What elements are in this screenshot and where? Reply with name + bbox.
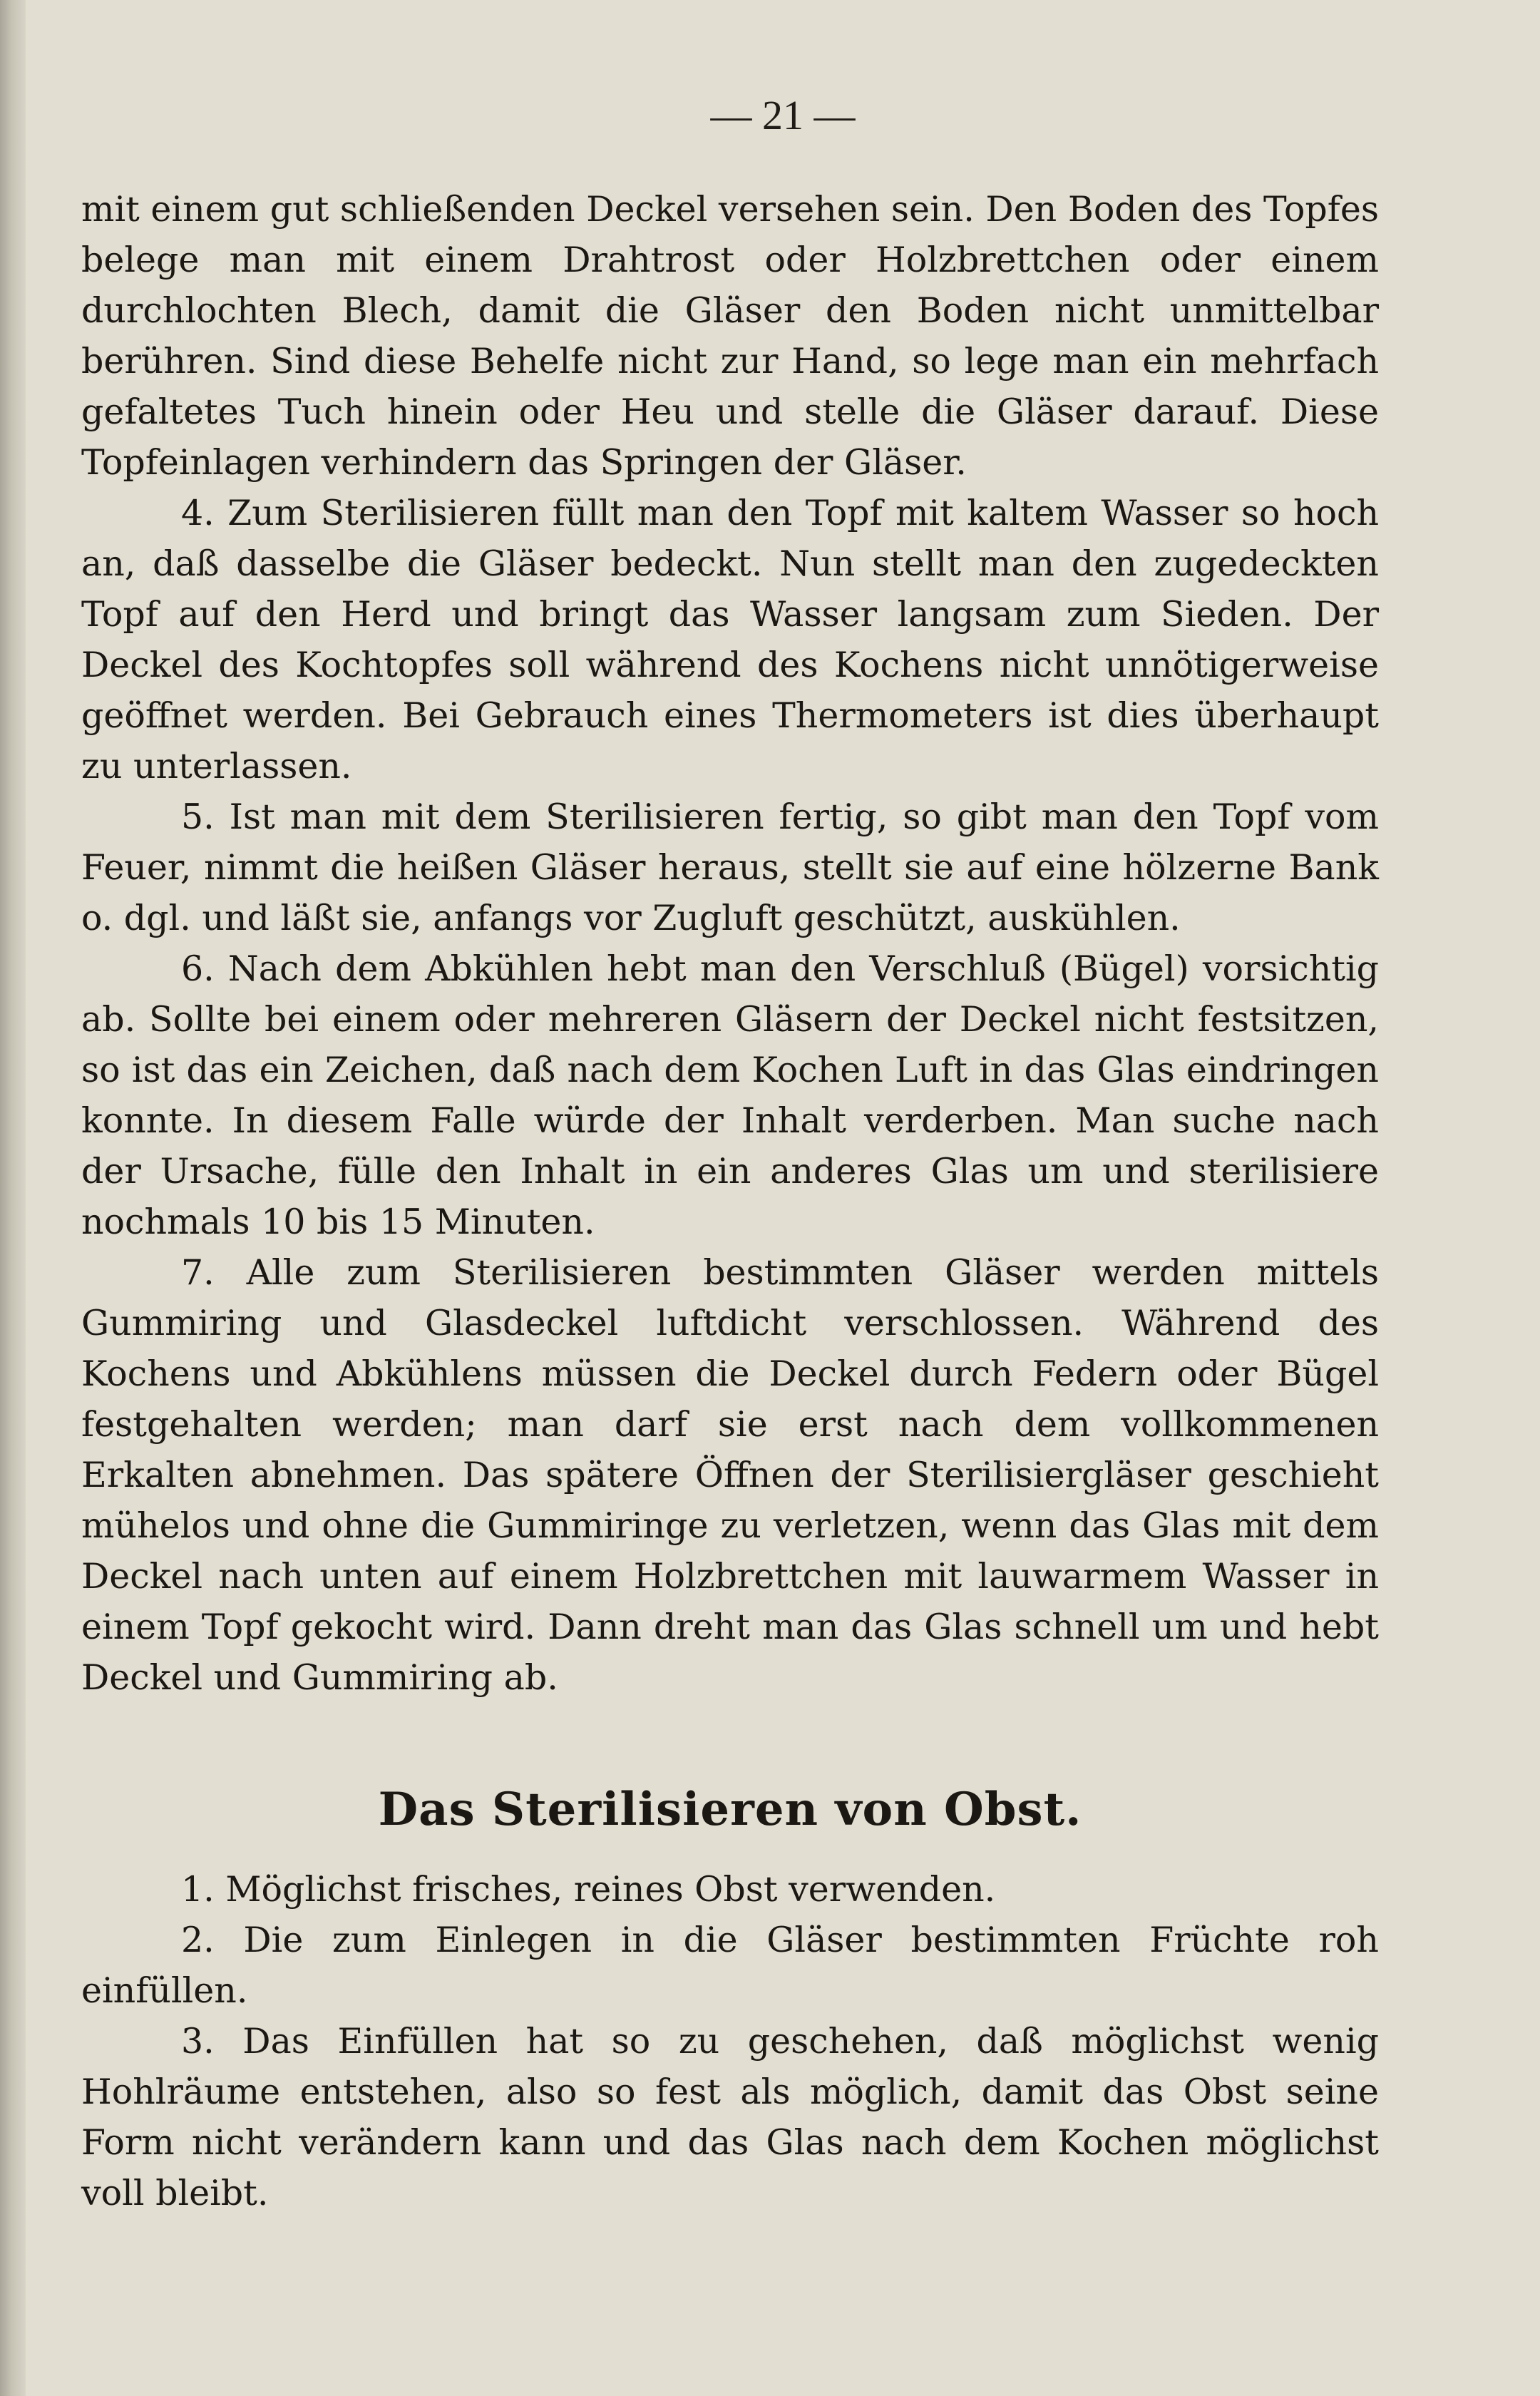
page-body xyxy=(81,184,1379,2218)
paragraph-fruit-item-2: 2. Die zum Einlegen in die Gläser bestimmten Früchte roh einfüllen. xyxy=(81,1920,1379,2011)
paragraph-item-6: 6. Nach dem Abkühlen hebt man den Verschluß (Bügel) vorsichtig ab. Sollte bei einem oder mehreren Gläsern der Deckel nicht festsitzen, so ist das ein Zeichen, daß nach dem Kochen Luft in das Glas eindringen konnte. In diesem Falle würde der Inhalt verderben. Man suche nach der Ursache, fülle den Inhalt in ein anderes Glas um und sterilisiere nochmals 10 bis 15 Minuten. xyxy=(81,948,1379,1242)
paragraph-continuation: mit einem gut schließenden Deckel versehen sein. Den Boden des Topfes belege man mit einem Drahtrost oder Holzbrettchen oder einem durchlochten Blech, damit die Gläser den Boden nicht unmittelbar berühren. Sind diese Behelfe nicht zur Hand, so lege man ein mehrfach gefaltetes Tuch hinein oder Heu und stelle die Gläser darauf. Diese Topfeinlagen verhindern das Springen der Gläser. xyxy=(81,189,1379,483)
book-page xyxy=(26,0,1540,2396)
page-number: — 21 — xyxy=(710,92,856,138)
paragraph-item-4: 4. Zum Sterilisieren füllt man den Topf mit kaltem Wasser so hoch an, daß dasselbe die Gläser bedeckt. Nun stellt man den zugedeckten Topf auf den Herd und bringt das Wasser langsam zum Sieden. Der Deckel des Kochtopfes soll während des Kochens nicht unnötigerweise geöffnet werden. Bei Gebrauch eines Thermometers ist dies überhaupt zu unterlassen. xyxy=(81,493,1379,787)
paragraph-item-5: 5. Ist man mit dem Sterilisieren fertig, so gibt man den Topf vom Feuer, nimmt die heißen Gläser heraus, stellt sie auf eine hölzerne Bank o. dgl. und läßt sie, anfangs vor Zugluft geschützt, auskühlen. xyxy=(81,797,1379,938)
section-heading: Das Sterilisieren von Obst. xyxy=(378,1783,1082,1836)
page-binding-edge xyxy=(0,0,26,2396)
paragraph-fruit-item-1: 1. Möglichst frisches, reines Obst verwenden. xyxy=(181,1869,996,1910)
paragraph-fruit-item-3: 3. Das Einfüllen hat so zu geschehen, daß möglichst wenig Hohlräume entstehen, also so fest als möglich, damit das Obst seine Form nicht verändern kann und das Glas nach dem Kochen möglichst voll bleibt. xyxy=(81,2021,1379,2213)
paragraph-item-7: 7. Alle zum Sterilisieren bestimmten Gläser werden mittels Gummiring und Glasdeckel luftdicht verschlossen. Während des Kochens und Abkühlens müssen die Deckel durch Federn oder Bügel festgehalten werden; man darf sie erst nach dem vollkommenen Erkalten abnehmen. Das spätere Öffnen der Sterilisiergläser geschieht mühelos und ohne die Gummiringe zu verletzen, wenn das Glas mit dem Deckel nach unten auf einem Holzbrettchen mit lauwarmem Wasser in einem Topf gekocht wird. Dann dreht man das Glas schnell um und hebt Deckel und Gummiring ab. xyxy=(81,1252,1379,1698)
